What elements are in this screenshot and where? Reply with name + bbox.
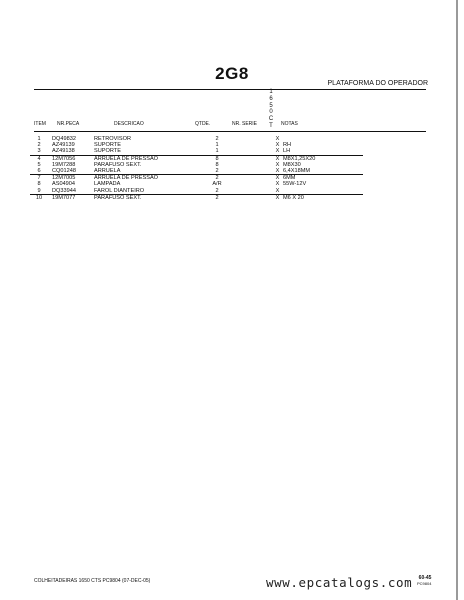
col-header-qty: QTDE. bbox=[195, 121, 211, 127]
header-rule bbox=[34, 89, 426, 90]
serial-number-vertical bbox=[268, 89, 274, 130]
table-row bbox=[30, 188, 363, 195]
description-cell: PARAFUSO SEXT. bbox=[94, 194, 142, 201]
item-number-cell: 9 bbox=[30, 188, 48, 195]
serial-range-cell bbox=[236, 168, 272, 175]
description-cell: FAROL DIANTEIRO bbox=[94, 188, 198, 195]
serial-marker-cell: X bbox=[272, 148, 283, 155]
table-row bbox=[30, 155, 363, 162]
serial-char: 0 bbox=[269, 109, 273, 116]
serial-marker-cell: X bbox=[275, 194, 280, 201]
description-cell: ARRUELA DE PRESSAO bbox=[94, 155, 159, 162]
notes-cell: M8X1,25X20 bbox=[283, 155, 316, 162]
item-number-cell: 5 bbox=[37, 161, 41, 168]
part-number-cell: 19M7288 bbox=[52, 161, 76, 168]
notes-cell bbox=[283, 188, 363, 195]
serial-range-cell bbox=[236, 188, 272, 195]
serial-char: 1 bbox=[269, 89, 273, 95]
part-number-cell: AZ49138 bbox=[48, 148, 94, 155]
serial-marker-cell: X bbox=[275, 161, 280, 168]
serial-char: C bbox=[268, 116, 274, 123]
part-number-cell: DQ49832 bbox=[52, 136, 76, 142]
description-cell: LAMPADA bbox=[94, 181, 121, 188]
column-header-rule bbox=[34, 131, 426, 132]
serial-range-cell bbox=[236, 175, 272, 182]
page-number-sub: PC9804 bbox=[417, 581, 432, 586]
serial-marker-cell: X bbox=[275, 181, 280, 188]
serial-marker-cell: X bbox=[275, 136, 280, 142]
page-number-main: 60-45 bbox=[418, 575, 432, 581]
table-row bbox=[30, 194, 363, 201]
table-row bbox=[30, 148, 363, 155]
part-number-cell: CQ01248 bbox=[48, 168, 94, 175]
serial-range-cell bbox=[236, 155, 272, 162]
description-cell: SUPORTE bbox=[94, 148, 198, 155]
part-number-cell: 12M7056 bbox=[52, 155, 76, 162]
serial-char: 6 bbox=[269, 95, 273, 102]
item-number-cell: 4 bbox=[37, 155, 41, 162]
col-header-item: ITEM bbox=[34, 121, 46, 127]
quantity-cell: 2 bbox=[215, 194, 219, 201]
description-cell: RETROVISOR bbox=[94, 136, 131, 142]
part-number-cell: 12M7005 bbox=[52, 175, 76, 182]
col-header-notes: NOTAS bbox=[281, 121, 298, 127]
section-title: PLATAFORMA DO OPERADOR bbox=[327, 80, 428, 87]
serial-range-cell bbox=[236, 148, 272, 155]
quantity-cell: 2 bbox=[215, 136, 219, 142]
serial-marker-cell: X bbox=[272, 188, 283, 195]
table-row bbox=[30, 168, 363, 175]
page-edge bbox=[456, 0, 458, 600]
notes-cell: M6 X 20 bbox=[283, 194, 304, 201]
notes-cell: 55W-12V bbox=[283, 181, 307, 188]
notes-cell: RH bbox=[283, 142, 292, 149]
description-cell: ARRUELA bbox=[94, 168, 198, 175]
serial-char: T bbox=[269, 122, 273, 129]
quantity-cell: 2 bbox=[198, 168, 236, 175]
part-number-cell: AZ49139 bbox=[52, 142, 75, 149]
notes-cell: M8X30 bbox=[283, 161, 301, 168]
serial-char: 5 bbox=[269, 102, 273, 109]
col-header-serie: NR. SERIE bbox=[232, 121, 258, 127]
quantity-cell: 2 bbox=[215, 175, 219, 182]
part-number-cell: AS04904 bbox=[52, 181, 76, 188]
quantity-cell: 1 bbox=[215, 142, 219, 149]
item-number-cell: 6 bbox=[30, 168, 48, 175]
notes-cell: LH bbox=[283, 148, 363, 155]
serial-marker-cell: X bbox=[275, 175, 280, 182]
quantity-cell: 1 bbox=[198, 148, 236, 155]
serial-range-cell bbox=[236, 194, 272, 201]
quantity-cell: 2 bbox=[198, 188, 236, 195]
notes-cell: 6,4X18MM bbox=[283, 168, 363, 175]
footer-catalog-info: COLHEITADEIRAS 1650 CTS PC9804 (07-DEC-05) bbox=[34, 578, 151, 584]
item-number-cell: 2 bbox=[37, 142, 41, 149]
serial-marker-cell: X bbox=[275, 155, 280, 162]
page-number bbox=[417, 576, 431, 586]
part-number-cell: 19M7077 bbox=[52, 194, 76, 201]
page-title: 2G8 bbox=[215, 64, 249, 83]
quantity-cell: 8 bbox=[215, 155, 219, 162]
serial-marker-cell: X bbox=[275, 142, 280, 149]
table-row bbox=[30, 175, 363, 182]
item-number-cell: 3 bbox=[30, 148, 48, 155]
description-cell: PARAFUSO SEXT. bbox=[94, 161, 142, 168]
col-header-part: NR.PECA bbox=[57, 121, 80, 127]
item-number-cell: 1 bbox=[37, 136, 41, 142]
notes-cell: 6MM bbox=[283, 175, 296, 182]
parts-table bbox=[30, 136, 363, 201]
item-number-cell: 10 bbox=[35, 194, 43, 201]
quantity-cell: A/R bbox=[212, 181, 222, 188]
item-number-cell: 7 bbox=[37, 175, 41, 182]
item-number-cell: 8 bbox=[37, 181, 41, 188]
description-cell: ARRUELA DE PRESSAO bbox=[94, 175, 159, 182]
quantity-cell: 8 bbox=[215, 161, 219, 168]
serial-marker-cell: X bbox=[272, 168, 283, 175]
part-number-cell: DQ33944 bbox=[48, 188, 94, 195]
watermark: www.epcatalogs.com bbox=[266, 575, 413, 590]
col-header-desc: DESCRICAO bbox=[114, 121, 144, 127]
description-cell: SUPORTE bbox=[94, 142, 121, 149]
